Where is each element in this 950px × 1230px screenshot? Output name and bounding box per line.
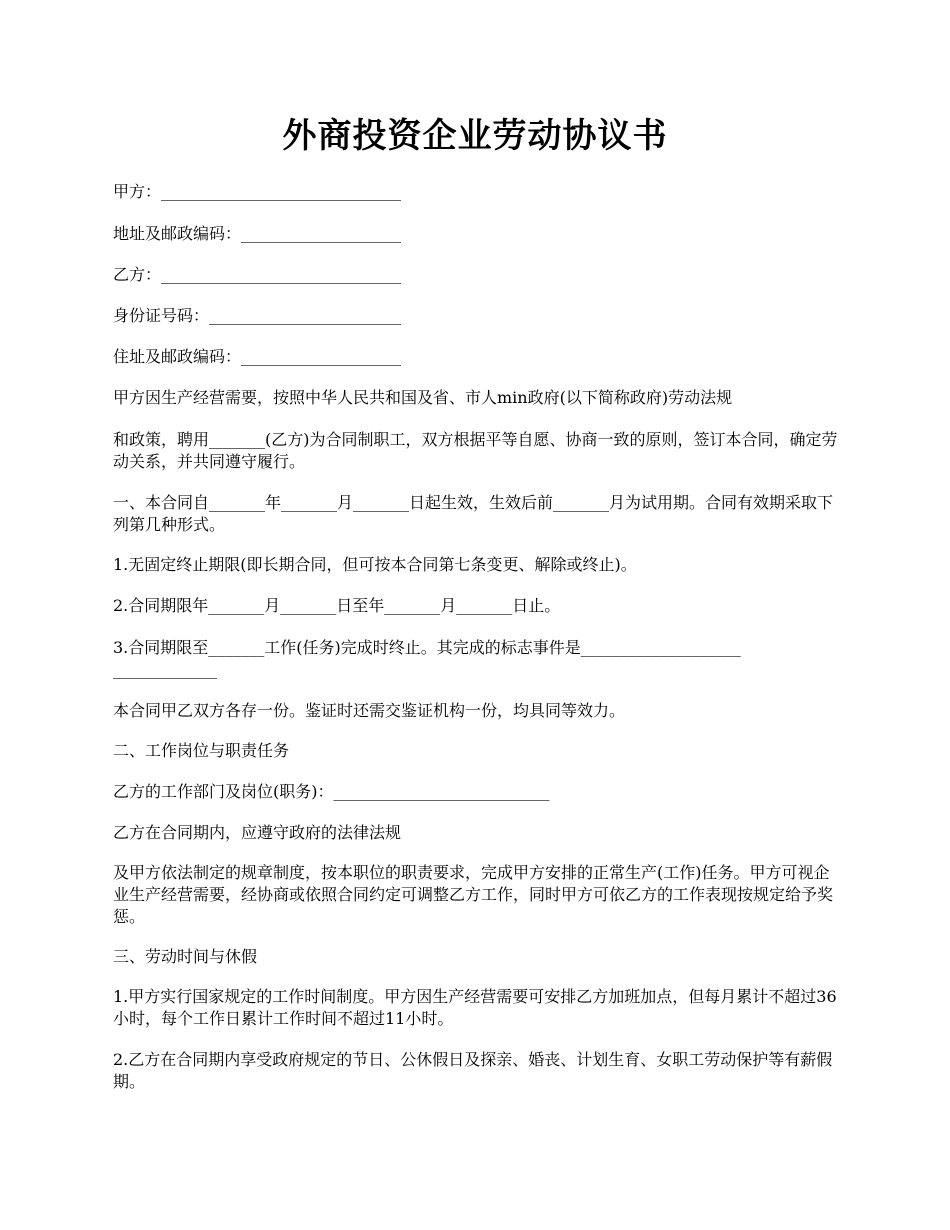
section-3-heading: 三、劳动时间与休假 <box>113 947 258 966</box>
clause-1-option-1: 1.无固定终止期限(即长期合同，但可按本合同第七条变更、解除或终止)。 <box>113 555 637 574</box>
preamble-paragraph-2: 和政策，聘用_______(乙方)为合同制职工，双方根据平等自愿、协商一致的原则，签订本合同，确定劳动关系，并共同遵守履行。 <box>113 430 838 471</box>
section-3-item-1: 1.甲方实行国家规定的工作时间制度。甲方因生产经营需要可安排乙方加班加点，但每月累计不超过36小时，每个工作日累计工作时间不超过11小时。 <box>113 987 837 1028</box>
section-3-item-2: 2.乙方在合同期内享受政府规定的节日、公休假日及探亲、婚丧、计划生育、女职工劳动保护等有薪假期。 <box>113 1050 833 1091</box>
id-number-line: 身份证号码：________________________ <box>113 306 402 325</box>
party-b-address-line: 住址及邮政编码：____________________ <box>113 347 402 366</box>
clause-1-effective-date: 一、本合同自_______年_______月_______日起生效，生效后前_______月为试用期。合同有效期采取下列第几种形式。 <box>113 493 834 534</box>
clause-1-option-3: 3.合同期限至_______工作(任务)完成时终止。其完成的标志事件是____________________ _____________ <box>113 638 741 679</box>
party-a-address-line: 地址及邮政编码：____________________ <box>113 224 402 243</box>
party-b-line: 乙方：______________________________ <box>113 265 402 284</box>
section-2-paragraph-2: 及甲方依法制定的规章制度，按本职位的职责要求，完成甲方安排的正常生产(工作)任务。甲方可视企业生产经营需要，经协商或依照合同约定可调整乙方工作，同时甲方可依乙方的工作表现按规定给予奖惩。 <box>113 863 834 926</box>
preamble-paragraph-1: 甲方因生产经营需要，按照中华人民共和国及省、市人min政府(以下简称政府)劳动法规 <box>113 388 733 407</box>
section-2-heading: 二、工作岗位与职责任务 <box>113 741 290 760</box>
department-position-line: 乙方的工作部门及岗位(职务)：___________________________ <box>113 782 550 801</box>
party-a-line: 甲方：______________________________ <box>113 182 402 201</box>
section-2-paragraph-1: 乙方在合同期内，应遵守政府的法律法规 <box>113 823 402 842</box>
clause-1-option-2: 2.合同期限年_______月_______日至年_______月_______日止。 <box>113 596 561 615</box>
document-title: 外商投资企业劳动协议书 <box>282 116 668 156</box>
copies-paragraph: 本合同甲乙双方各存一份。鉴证时还需交鉴证机构一份，均具同等效力。 <box>113 701 626 720</box>
